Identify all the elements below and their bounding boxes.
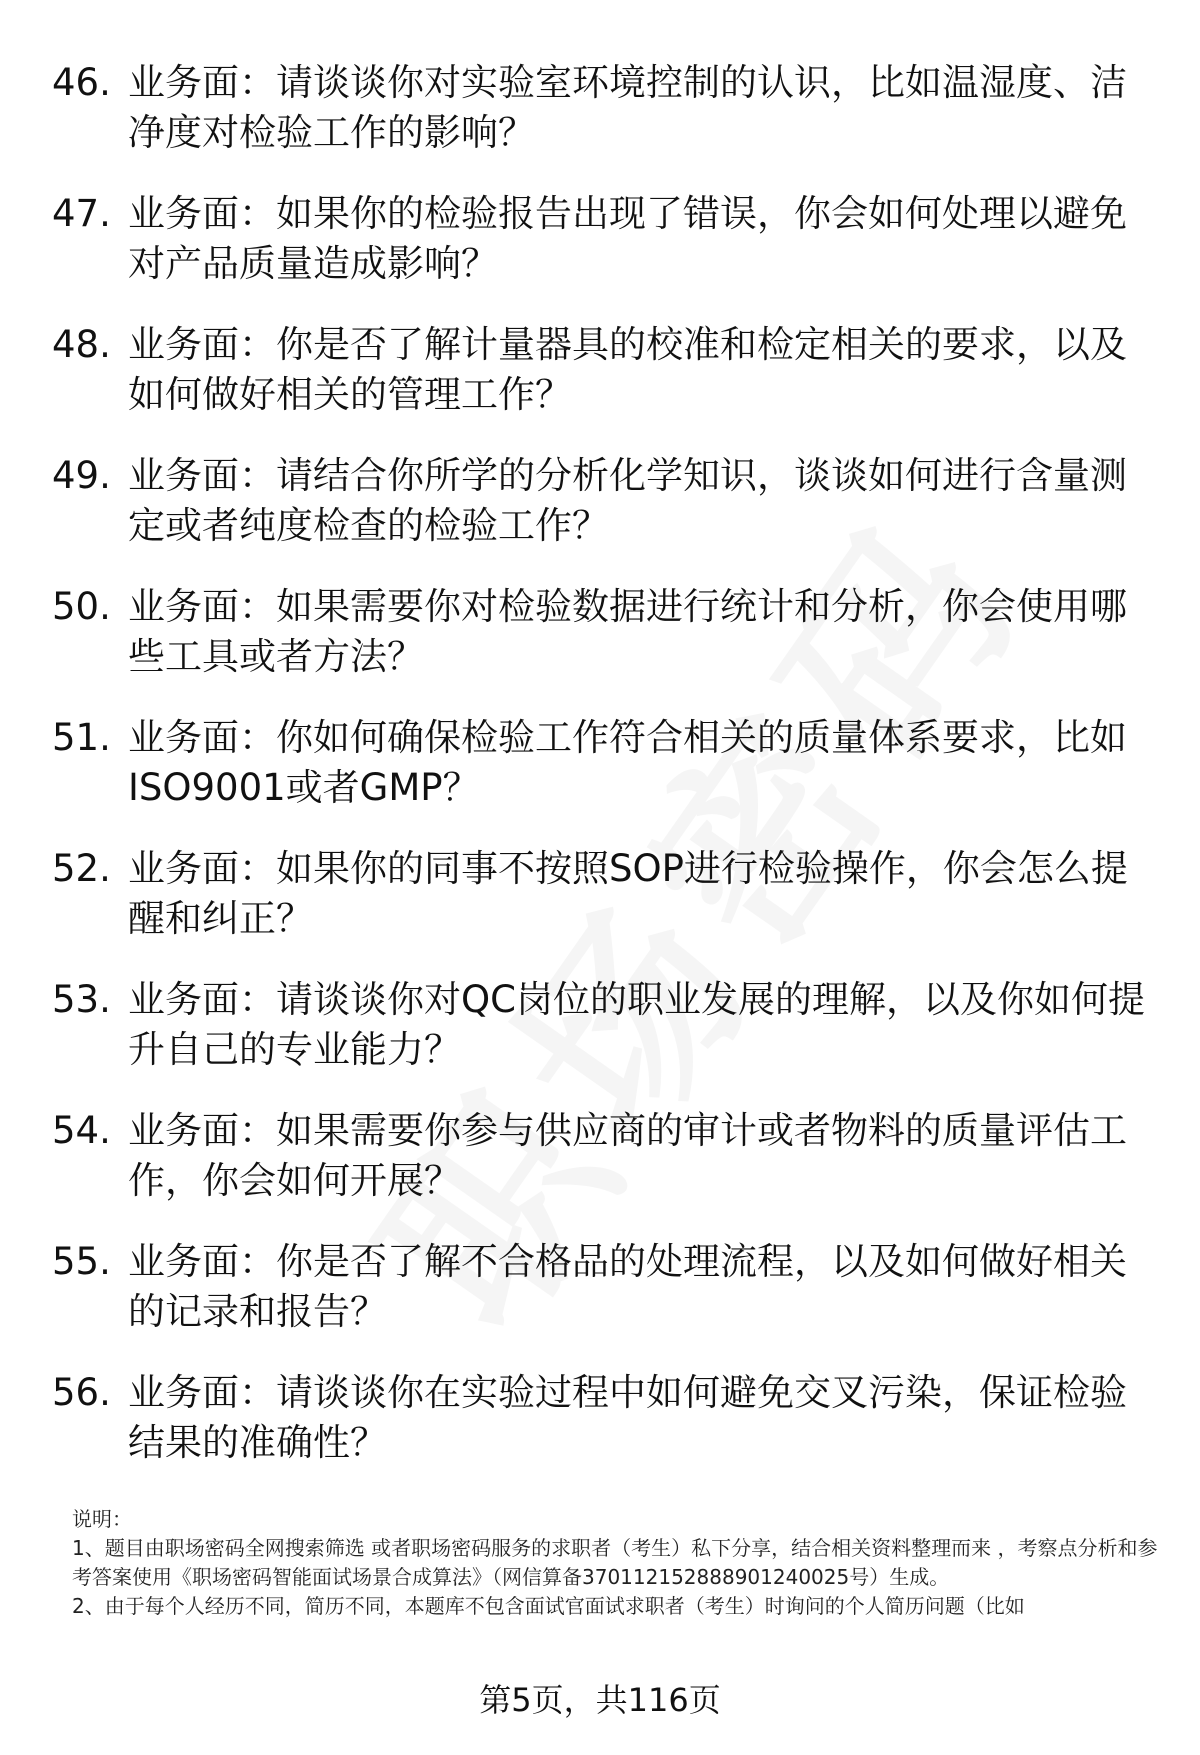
question-text: 业务面：如果你的同事不按照SOP进行检验操作，你会怎么提醒和纠正？ (128, 847, 1128, 940)
question-item (0, 58, 1200, 189)
question-item (0, 320, 1200, 451)
question-number: 55. (52, 1240, 111, 1283)
question-number: 54. (52, 1109, 111, 1152)
question-text: 业务面：请结合你所学的分析化学知识，谈谈如何进行含量测定或者纯度检查的检验工作？ (128, 454, 1127, 547)
question-number: 52. (52, 847, 111, 890)
notes-section (72, 1505, 1162, 1621)
question-text: 业务面：你如何确保检验工作符合相关的质量体系要求，比如ISO9001或者GMP？ (128, 716, 1127, 809)
question-number: 47. (52, 192, 111, 235)
question-item (0, 713, 1200, 844)
question-list (0, 58, 1200, 1499)
question-text: 业务面：你是否了解计量器具的校准和检定相关的要求，以及如何做好相关的管理工作？ (128, 323, 1127, 416)
question-number: 51. (52, 716, 111, 759)
notes-heading: 说明： (72, 1507, 132, 1531)
question-item (0, 582, 1200, 713)
question-text: 业务面：如果你的检验报告出现了错误，你会如何处理以避免对产品质量造成影响？ (128, 192, 1127, 285)
question-number: 46. (52, 61, 111, 104)
note-item-1: 1、题目由职场密码全网搜索筛选 或者职场密码服务的求职者（考生）私下分享，结合相关资料整理而来 ，考察点分析和参考答案使用《职场密码智能面试场景合成算法》（网信算备370112152888901240025号）生成。 (72, 1536, 1158, 1589)
page-number: 第5页，共116页 (479, 1681, 721, 1719)
question-text: 业务面：请谈谈你在实验过程中如何避免交叉污染，保证检验结果的准确性？ (128, 1371, 1127, 1464)
question-number: 49. (52, 454, 111, 497)
question-text: 业务面：如果需要你参与供应商的审计或者物料的质量评估工作，你会如何开展？ (128, 1109, 1127, 1202)
note-item-2: 2、由于每个人经历不同，简历不同，本题库不包含面试官面试求职者（考生）时询问的个人简历问题（比如 (72, 1594, 1025, 1618)
question-number: 48. (52, 323, 111, 366)
question-item (0, 451, 1200, 582)
question-item (0, 1106, 1200, 1237)
question-text: 业务面：你是否了解不合格品的处理流程，以及如何做好相关的记录和报告？ (128, 1240, 1127, 1333)
question-text: 业务面：请谈谈你对QC岗位的职业发展的理解，以及你如何提升自己的专业能力？ (128, 978, 1145, 1071)
question-item (0, 1368, 1200, 1499)
question-item (0, 975, 1200, 1106)
question-item (0, 1237, 1200, 1368)
question-number: 53. (52, 978, 111, 1021)
question-number: 56. (52, 1371, 111, 1414)
question-text: 业务面：如果需要你对检验数据进行统计和分析，你会使用哪些工具或者方法？ (128, 585, 1127, 678)
question-item (0, 844, 1200, 975)
question-number: 50. (52, 585, 111, 628)
question-item (0, 189, 1200, 320)
question-text: 业务面：请谈谈你对实验室环境控制的认识，比如温湿度、洁净度对检验工作的影响？ (128, 61, 1127, 154)
